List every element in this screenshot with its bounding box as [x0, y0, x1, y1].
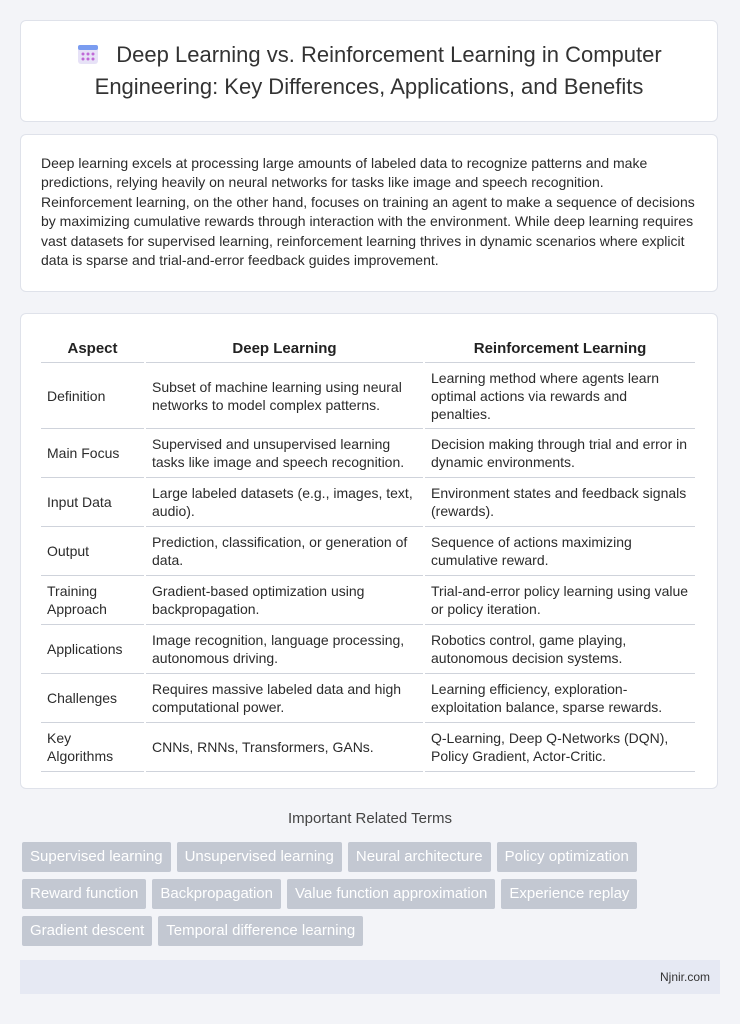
- table-row: [41, 429, 695, 478]
- aspect-cell: Applications: [41, 625, 144, 674]
- deep-learning-cell: Gradient-based optimization using backpropagation.: [146, 576, 423, 625]
- deep-learning-cell: Subset of machine learning using neural networks to model complex patterns.: [146, 363, 423, 429]
- title-card: [20, 20, 718, 122]
- tag-unsupervised-learning[interactable]: Unsupervised learning: [177, 842, 342, 872]
- deep-learning-cell: Supervised and unsupervised learning tasks like image and speech recognition.: [146, 429, 423, 478]
- aspect-cell: Output: [41, 527, 144, 576]
- deep-learning-cell: Prediction, classification, or generation of data.: [146, 527, 423, 576]
- aspect-cell: Definition: [41, 363, 144, 429]
- title-text: Deep Learning vs. Reinforcement Learning in Computer Engineering: Key Differences, Applications, and Benefits: [94, 42, 662, 99]
- tag-policy-optimization[interactable]: Policy optimization: [497, 842, 637, 872]
- table-row: [41, 576, 695, 625]
- reinforcement-learning-cell: Environment states and feedback signals (rewards).: [425, 478, 695, 527]
- header-deep-learning: Deep Learning: [146, 332, 423, 363]
- table-row: [41, 527, 695, 576]
- reinforcement-learning-cell: Robotics control, game playing, autonomous decision systems.: [425, 625, 695, 674]
- table-row: [41, 363, 695, 429]
- aspect-cell: Training Approach: [41, 576, 144, 625]
- summary-card: [20, 134, 718, 292]
- tag-temporal-difference-learning[interactable]: Temporal difference learning: [158, 916, 363, 946]
- summary-text: Deep learning excels at processing large amounts of labeled data to recognize patterns and make predictions, relying heavily on neural networks for tasks like image and speech recognition. Reinforcement learning, on the other hand, focuses on training an agent to make a sequence of decisions by maximizing cumulative rewards through interaction with the environment. While deep learning requires vast datasets for supervised learning, reinforcement learning thrives in dynamic scenarios where explicit data is sparse and trial-and-error feedback guides improvement.: [41, 155, 695, 269]
- tag-value-function-approximation[interactable]: Value function approximation: [287, 879, 495, 909]
- table-header-row: [41, 332, 695, 363]
- table-row: [41, 625, 695, 674]
- aspect-cell: Main Focus: [41, 429, 144, 478]
- footer-source[interactable]: Njnir.com: [659, 970, 710, 984]
- aspect-cell: Input Data: [41, 478, 144, 527]
- deep-learning-cell: CNNs, RNNs, Transformers, GANs.: [146, 723, 423, 772]
- related-terms-list: [22, 842, 722, 946]
- comparison-table-card: [20, 313, 718, 789]
- tag-experience-replay[interactable]: Experience replay: [501, 879, 637, 909]
- deep-learning-cell: Requires massive labeled data and high computational power.: [146, 674, 423, 723]
- reinforcement-learning-cell: Q-Learning, Deep Q-Networks (DQN), Policy Gradient, Actor-Critic.: [425, 723, 695, 772]
- comparison-table: [39, 332, 697, 772]
- tag-supervised-learning[interactable]: Supervised learning: [22, 842, 171, 872]
- deep-learning-cell: Large labeled datasets (e.g., images, text, audio).: [146, 478, 423, 527]
- tag-neural-architecture[interactable]: Neural architecture: [348, 842, 491, 872]
- table-row: [41, 674, 695, 723]
- page-title: [49, 39, 689, 103]
- tag-reward-function[interactable]: Reward function: [22, 879, 146, 909]
- deep-learning-cell: Image recognition, language processing, autonomous driving.: [146, 625, 423, 674]
- table-row: [41, 723, 695, 772]
- footer: [20, 960, 720, 994]
- reinforcement-learning-cell: Learning method where agents learn optimal actions via rewards and penalties.: [425, 363, 695, 429]
- aspect-cell: Challenges: [41, 674, 144, 723]
- related-terms-title: Important Related Terms: [288, 810, 452, 827]
- reinforcement-learning-cell: Trial-and-error policy learning using value or policy iteration.: [425, 576, 695, 625]
- header-aspect: Aspect: [41, 332, 144, 363]
- reinforcement-learning-cell: Sequence of actions maximizing cumulative reward.: [425, 527, 695, 576]
- reinforcement-learning-cell: Learning efficiency, exploration-exploitation balance, sparse rewards.: [425, 674, 695, 723]
- table-row: [41, 478, 695, 527]
- calendar-icon: [76, 42, 100, 66]
- tag-gradient-descent[interactable]: Gradient descent: [22, 916, 152, 946]
- header-reinforcement-learning: Reinforcement Learning: [425, 332, 695, 363]
- aspect-cell: Key Algorithms: [41, 723, 144, 772]
- tag-backpropagation[interactable]: Backpropagation: [152, 879, 281, 909]
- reinforcement-learning-cell: Decision making through trial and error in dynamic environments.: [425, 429, 695, 478]
